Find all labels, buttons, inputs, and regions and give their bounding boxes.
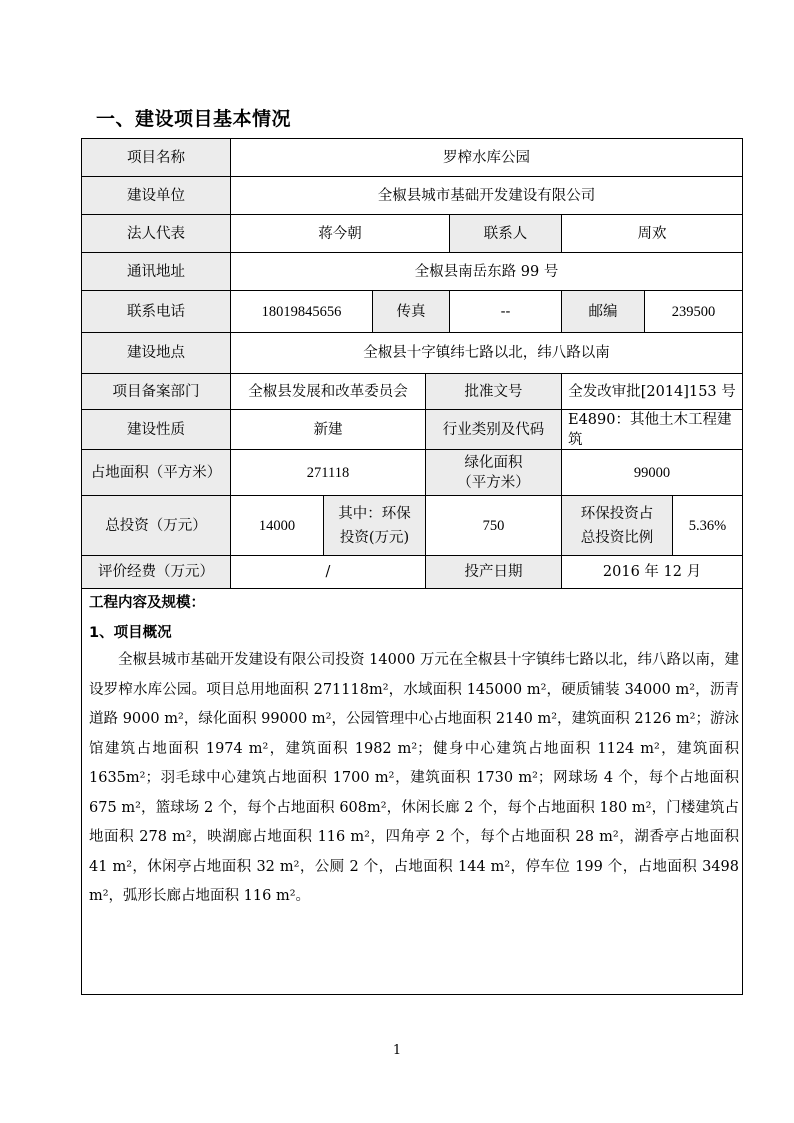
builder-label: 建设单位 [82,177,231,215]
contact-label: 联系人 [450,215,562,253]
project-name-label: 项目名称 [82,139,231,177]
industry-value: E4890：其他土木工程建筑 [562,410,742,450]
env-ratio-label-line2: 总投资比例 [580,529,654,546]
env-ratio-value: 5.36% [673,496,742,556]
contact-value: 周欢 [562,215,742,253]
total-invest-value: 14000 [231,496,324,556]
fax-value: -- [450,291,562,333]
project-name-value: 罗榨水库公园 [231,139,742,177]
land-area-value: 271118 [231,450,426,496]
filing-dept-label: 项目备案部门 [82,374,231,410]
env-invest-value: 750 [426,496,562,556]
env-invest-label [324,496,426,556]
legal-rep-value: 蒋今朝 [231,215,450,253]
green-area-value: 99000 [562,450,742,496]
address-label: 通讯地址 [82,253,231,291]
env-invest-label-line1: 其中：环保 [338,505,411,522]
eval-fee-label: 评价经费（万元） [82,556,231,589]
approval-no-label: 批准文号 [426,374,562,410]
nature-value: 新建 [231,410,426,450]
builder-value: 全椒县城市基础开发建设有限公司 [231,177,742,215]
green-area-label-line1: 绿化面积 [464,454,523,471]
site-label: 建设地点 [82,333,231,374]
page-number: 1 [392,1043,402,1058]
site-value: 全椒县十字镇纬七路以北，纬八路以南 [231,333,742,374]
start-date-label: 投产日期 [426,556,562,589]
nature-label: 建设性质 [82,410,231,450]
fax-label: 传真 [373,291,450,333]
env-invest-label-line2: 投资(万元) [339,529,410,546]
industry-label: 行业类别及代码 [426,410,562,450]
project-content [89,592,739,912]
green-area-label [426,450,562,496]
start-date-value: 2016 年 12 月 [562,556,742,589]
eval-fee-value: / [231,556,426,589]
green-area-label-line2: （平方米） [457,474,530,491]
postcode-value: 239500 [645,291,742,333]
overview-heading: 1、项目概况 [89,625,172,641]
scope-label: 工程内容及规模： [89,595,205,611]
filing-dept-value: 全椒县发展和改革委员会 [231,374,426,410]
overview-paragraph: 全椒县城市基础开发建设有限公司投资 14000 万元在全椒县十字镇纬七路以北，纬八路以南，建设罗榨水库公园。项目总用地面积 271118m²，水域面积 145000 m²，硬质铺装 34000 m²，沥青道路 9000 m²，绿化面积 99000 m²，公园管理中心占地面积 2140 m²，建筑面积 2126 m²；游泳馆建筑占地面积 1974 m²，建筑面积 1982 m²；健身中心建筑占地面积 1124 m²，建筑面积 1635m²；羽毛球中心建筑占地面积 1700 m²，建筑面积 1730 m²；网球场 4 个，每个占地面积 675 m²，篮球场 2 个，每个占地面积 608m²，休闲长廊 2 个，每个占地面积 180 m²，门楼建筑占地面积 278 m²，映湖廊占地面积 116 m²，四角亭 2 个，每个占地面积 28 m²，湖香亭占地面积 41 m²，休闲亭占地面积 32 m²，公厕 2 个，占地面积 144 m²，停车位 199 个，占地面积 3498 m²，弧形长廊占地面积 116 m²。 [89,652,739,904]
address-value: 全椒县南岳东路 99 号 [231,253,742,291]
section-title: 一、建设项目基本情况 [96,108,292,130]
env-ratio-label [562,496,673,556]
postcode-label: 邮编 [562,291,645,333]
land-area-label: 占地面积（平方米） [82,450,231,496]
approval-no-value: 全发改审批[2014]153 号 [562,374,742,410]
env-ratio-label-line1: 环保投资占 [580,505,654,522]
legal-rep-label: 法人代表 [82,215,231,253]
phone-label: 联系电话 [82,291,231,333]
total-invest-label: 总投资（万元） [82,496,231,556]
phone-value: 18019845656 [231,291,373,333]
